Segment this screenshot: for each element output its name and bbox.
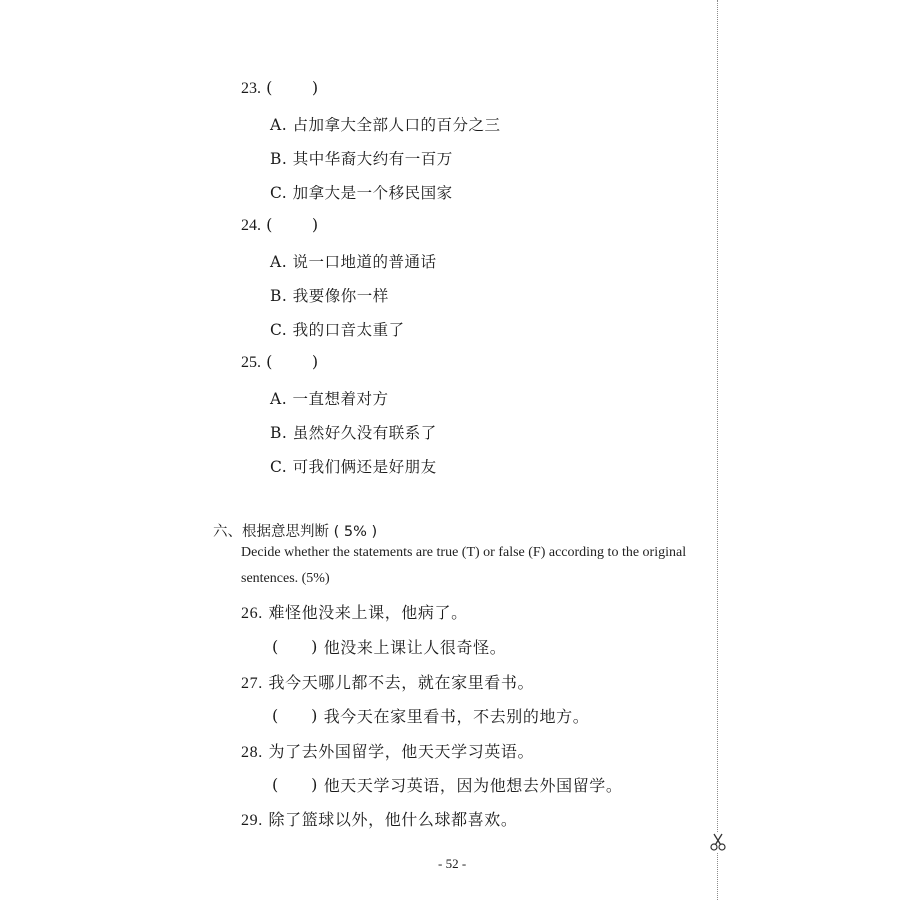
tf-item-26: 26. 难怪他没来上课，他病了。 [241, 603, 468, 622]
tf-statement-26: ( ) 他没来上课让人很奇怪。 [272, 637, 507, 657]
answer-blank[interactable]: ( ) [266, 352, 319, 371]
cut-line [717, 0, 718, 900]
option-23-b: B. 其中华裔大约有一百万 [270, 150, 453, 168]
tf-sentence: 为了去外国留学，他天天学习英语。 [268, 742, 535, 761]
tf-statement-28: ( ) 他天天学习英语，因为他想去外国留学。 [272, 775, 623, 795]
question-number: 24. [241, 217, 261, 234]
page-number: - 52 - [438, 856, 467, 871]
section-instruction-cont: sentences. (5%) [241, 571, 330, 586]
answer-blank[interactable]: ( ) [272, 775, 318, 794]
question-number: 23. [241, 80, 261, 97]
section-title: 六、根据意思判断 ( 5% ) [213, 524, 378, 540]
tf-item-29: 29. 除了篮球以外，他什么球都喜欢。 [241, 810, 518, 829]
tf-item-27: 27. 我今天哪儿都不去，就在家里看书。 [241, 673, 535, 692]
question-25 [241, 352, 318, 372]
answer-blank[interactable]: ( ) [272, 637, 318, 656]
tf-statement-27: ( ) 我今天在家里看书，不去别的地方。 [272, 706, 590, 726]
option-24-b: B. 我要像你一样 [270, 287, 389, 305]
tf-sentence: 除了篮球以外，他什么球都喜欢。 [268, 810, 518, 829]
scissors-icon [709, 832, 727, 852]
option-24-c: C. 我的口音太重了 [270, 321, 405, 339]
tf-sentence: 我今天哪儿都不去，就在家里看书。 [268, 673, 535, 692]
answer-blank[interactable]: ( ) [266, 215, 319, 234]
question-number: 25. [241, 354, 261, 371]
option-23-c: C. 加拿大是一个移民国家 [270, 184, 453, 202]
answer-blank[interactable]: ( ) [266, 78, 319, 97]
option-25-a: A. 一直想着对方 [270, 390, 389, 408]
option-25-b: B. 虽然好久没有联系了 [270, 424, 437, 442]
question-23 [241, 78, 318, 98]
option-23-a: A. 占加拿大全部人口的百分之三 [270, 116, 501, 134]
option-25-c: C. 可我们俩还是好朋友 [270, 458, 437, 476]
section-instruction: Decide whether the statements are true (T) or false (F) according to the original [241, 545, 687, 560]
option-24-a: A. 说一口地道的普通话 [270, 253, 437, 271]
tf-item-28: 28. 为了去外国留学，他天天学习英语。 [241, 742, 535, 761]
question-24 [241, 215, 318, 235]
answer-blank[interactable]: ( ) [272, 706, 318, 725]
tf-sentence: 难怪他没来上课，他病了。 [268, 603, 468, 622]
